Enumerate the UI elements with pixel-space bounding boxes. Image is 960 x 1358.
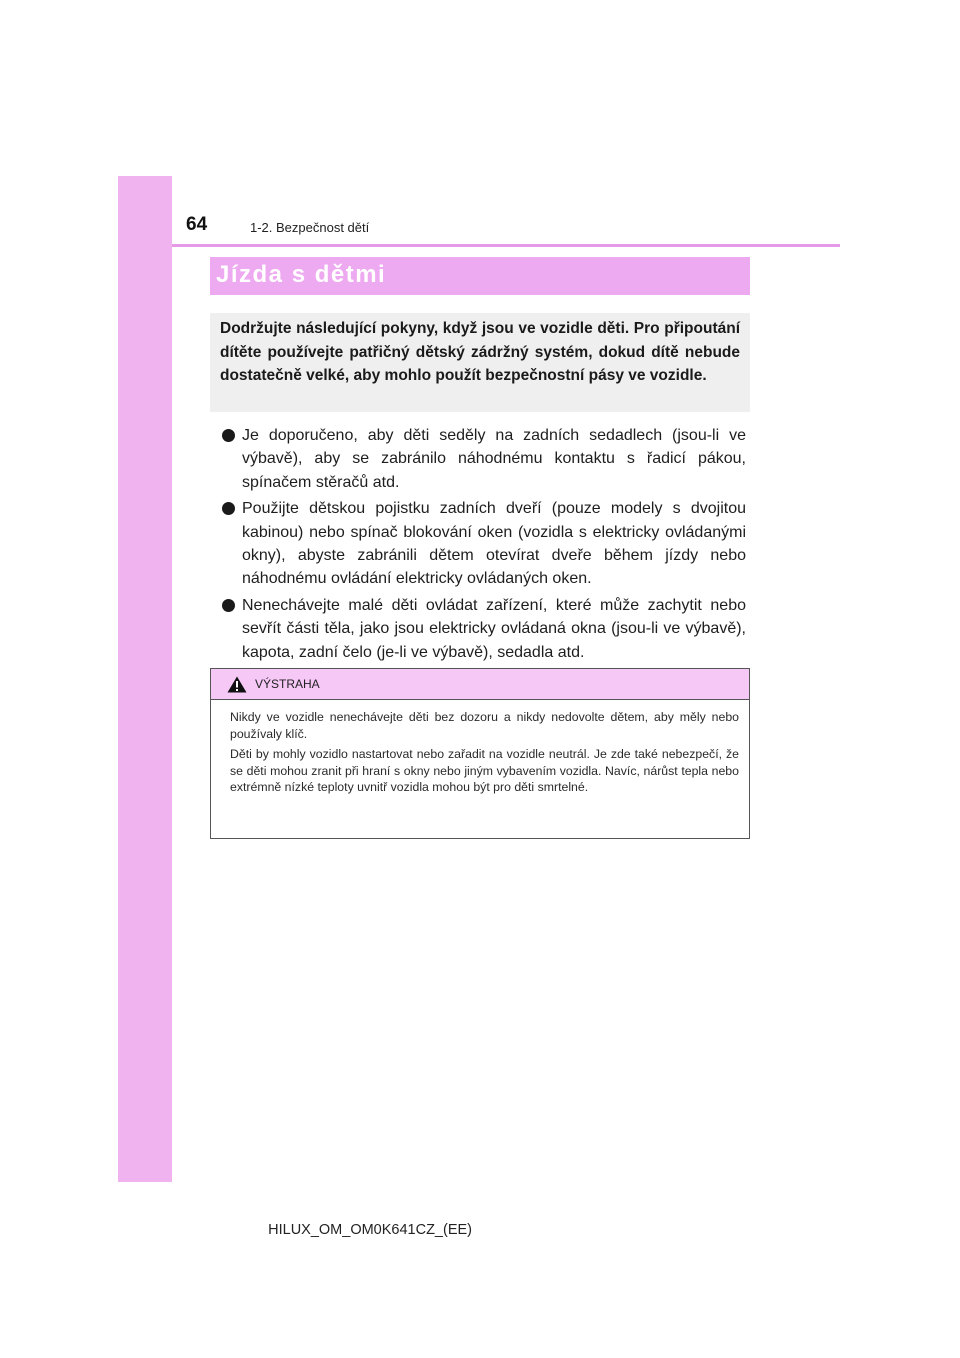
page-number: 64 bbox=[186, 214, 208, 235]
bullet-dot-icon bbox=[222, 502, 235, 515]
intro-box bbox=[210, 313, 750, 412]
bullet-item bbox=[222, 424, 746, 494]
intro-text: Dodržujte následující pokyny, když jsou ve vozidle děti. Pro připoutání dítěte používejte patřičný dětský zádržný systém, dokud dítě nebude dostatečně velké, aby mohlo použít bezpečnostní pásy ve vozidle. bbox=[220, 320, 740, 384]
warning-paragraph: Děti by mohly vozidlo nastartovat nebo zařadit na vozidle neutrál. Je zde také nebezpečí, že se děti mohou zranit při hraní s okny nebo jiným vybavením vozidla. Navíc, nárůst tepla nebo extrémně nízké teploty uvnitř vozidla mohou být pro děti smrtelné. bbox=[230, 747, 739, 794]
topic-heading: Jízda s dětmi bbox=[216, 261, 387, 288]
warning-triangle-icon bbox=[227, 676, 247, 693]
warning-title: VÝSTRAHA bbox=[255, 677, 320, 691]
warning-body bbox=[211, 700, 749, 796]
bullet-dot-icon bbox=[222, 429, 235, 442]
header-divider bbox=[172, 244, 840, 247]
section-title: 1-2. Bezpečnost dětí bbox=[250, 220, 370, 235]
bullet-list bbox=[222, 424, 746, 667]
bullet-item bbox=[222, 497, 746, 591]
warning-box bbox=[210, 668, 750, 839]
warning-header bbox=[211, 669, 749, 700]
warning-paragraph: Nikdy ve vozidle nenechávejte děti bez dozoru a nikdy nedovolte dětem, aby měly nebo používaly klíč. bbox=[230, 710, 739, 741]
footer-doc-code: HILUX_OM_OM0K641CZ_(EE) bbox=[268, 1222, 472, 1238]
bullet-item bbox=[222, 594, 746, 664]
topic-heading-band bbox=[210, 257, 750, 295]
bullet-text: Použijte dětskou pojistku zadních dveří (pouze modely s dvojitou kabinou) nebo spínač blokování oken (vozidla s elektricky ovládanými okny), abyste zabránili dětem otevírat dveře během jízdy nebo náhodnému ovládání elektricky ovládaných oken. bbox=[242, 500, 746, 588]
bullet-text: Je doporučeno, aby děti seděly na zadních sedadlech (jsou-li ve výbavě), aby se zabránilo náhodnému kontaktu s řadicí pákou, spínačem stěračů atd. bbox=[242, 427, 746, 491]
bullet-text: Nenechávejte malé děti ovládat zařízení, které může zachytit nebo sevřít části těla, jako jsou elektricky ovládaná okna (jsou-li ve výbavě), kapota, zadní čelo (je-li ve výbavě), sedadla atd. bbox=[242, 596, 746, 661]
bullet-dot-icon bbox=[222, 599, 235, 612]
chapter-side-tab bbox=[118, 176, 172, 1182]
